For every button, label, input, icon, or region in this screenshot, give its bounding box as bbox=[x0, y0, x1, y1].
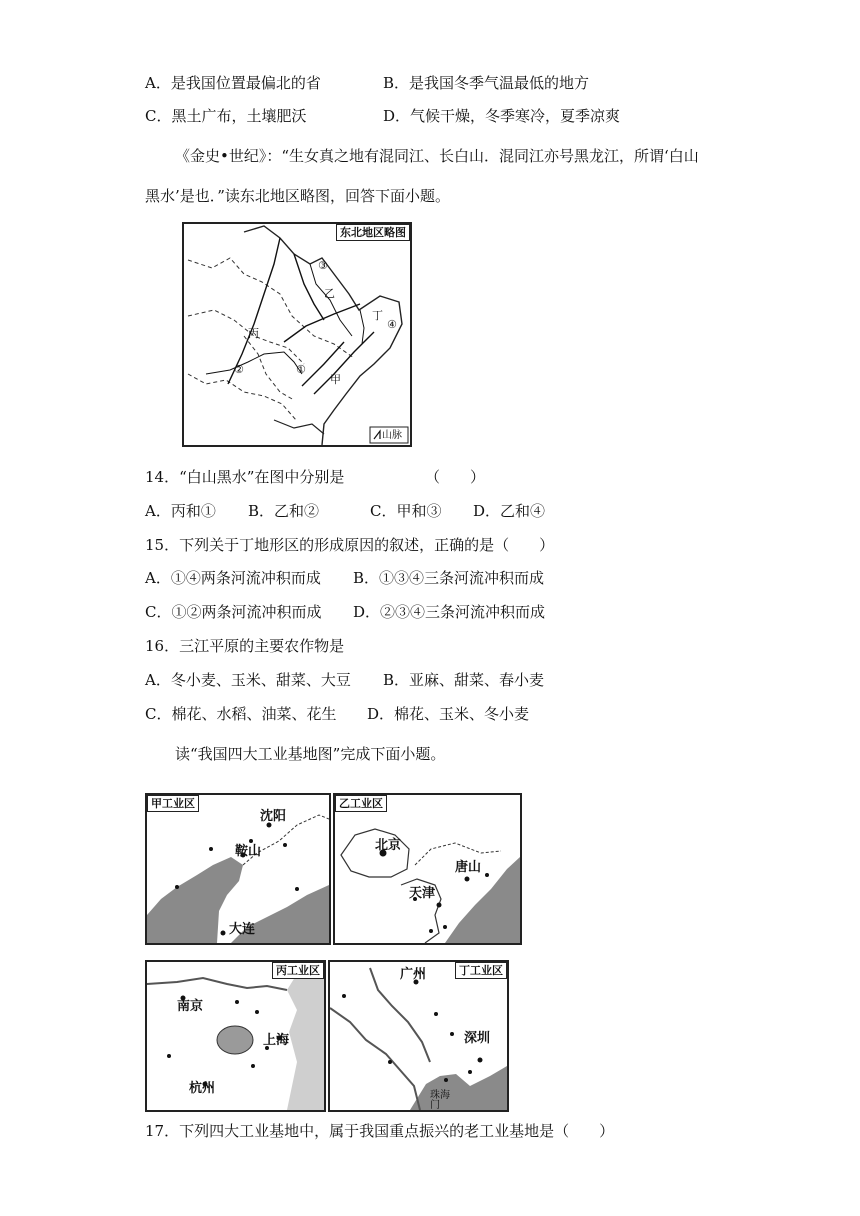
passage-line-2: 黑水’是也．”读东北地区略图，回答下面小题。 bbox=[145, 187, 450, 205]
industry-map-jia-drawing bbox=[147, 795, 329, 943]
q15-option-d: D．②③④三条河流冲积而成 bbox=[353, 603, 546, 621]
industry-map-bing-drawing bbox=[147, 962, 324, 1110]
q14-answer-blank: （ ） bbox=[425, 468, 486, 486]
industry-map-yi-title: 乙工业区 bbox=[335, 795, 387, 812]
city-beijing: 北京 bbox=[375, 838, 402, 853]
label-ding: 丁 bbox=[372, 309, 383, 322]
q16-option-c: C．棉花、水稻、油菜、花生 bbox=[145, 705, 337, 723]
q15-option-c: C．①②两条河流冲积而成 bbox=[145, 603, 322, 621]
industry-map-jia bbox=[145, 793, 331, 945]
label-river-2: ② bbox=[234, 363, 244, 376]
q13-option-d: D．气候干燥，冬季寒冷，夏季凉爽 bbox=[383, 107, 621, 125]
q16-stem: 16．三江平原的主要农作物是 bbox=[145, 637, 345, 655]
q14-option-d: D．乙和④ bbox=[473, 502, 546, 520]
northeast-map bbox=[182, 222, 412, 447]
q16-option-b: B．亚麻、甜菜、春小麦 bbox=[383, 671, 545, 689]
q14-option-c: C．甲和③ bbox=[370, 502, 442, 520]
city-shenzhen: 深圳 bbox=[464, 1031, 491, 1046]
q17-stem: 17．下列四大工业基地中，属于我国重点振兴的老工业基地是（ ） bbox=[145, 1122, 615, 1140]
city-shanghai: 上海 bbox=[263, 1033, 290, 1048]
city-hangzhou: 杭州 bbox=[189, 1081, 216, 1096]
northeast-map-drawing bbox=[184, 224, 410, 445]
city-zhuhai: 珠海 bbox=[430, 1090, 450, 1101]
q16-option-d: D．棉花、玉米、冬小麦 bbox=[367, 705, 530, 723]
q16-option-a: A．冬小麦、玉米、甜菜、大豆 bbox=[145, 671, 351, 689]
q13-option-a: A．是我国位置最偏北的省 bbox=[145, 74, 321, 92]
industry-map-ding bbox=[328, 960, 509, 1112]
industry-map-bing-title: 丙工业区 bbox=[272, 962, 324, 979]
q13-option-c: C．黑土广布，土壤肥沃 bbox=[145, 107, 307, 125]
city-shenyang: 沈阳 bbox=[260, 809, 287, 824]
q15-stem: 15．下列关于丁地形区的形成原因的叙述，正确的是（ ） bbox=[145, 536, 555, 554]
industry-map-bing bbox=[145, 960, 326, 1112]
legend-mountain-label: 山脉 bbox=[382, 430, 402, 441]
city-nanjing: 南京 bbox=[177, 999, 204, 1014]
city-anshan: 鞍山 bbox=[235, 844, 262, 859]
passage-line-1: 《金史•世纪》：“生女真之地有混同江、长白山．混同江亦号黑龙江，所谓‘白山 bbox=[175, 147, 699, 165]
q14-option-a: A．丙和① bbox=[145, 502, 216, 520]
q15-option-b: B．①③④三条河流冲积而成 bbox=[353, 569, 545, 587]
city-guangzhou: 广州 bbox=[400, 967, 427, 982]
label-jia: 甲 bbox=[330, 373, 341, 386]
label-bing: 丙 bbox=[248, 327, 259, 340]
industry-map-jia-title: 甲工业区 bbox=[147, 795, 199, 812]
q14-option-b: B．乙和② bbox=[248, 502, 320, 520]
industry-map-yi-drawing bbox=[335, 795, 520, 943]
label-river-1: ① bbox=[296, 363, 306, 376]
passage-2: 读“我国四大工业基地图”完成下面小题。 bbox=[175, 745, 446, 763]
label-yi: 乙 bbox=[324, 287, 335, 300]
city-aomen-fragment: 门 bbox=[430, 1100, 440, 1111]
q14-stem: 14．“白山黑水”在图中分别是 bbox=[145, 468, 345, 486]
industry-map-yi bbox=[333, 793, 522, 945]
q15-option-a: A．①④两条河流冲积而成 bbox=[145, 569, 321, 587]
label-river-3: ③ bbox=[318, 259, 328, 272]
industry-map-ding-title: 丁工业区 bbox=[455, 962, 507, 979]
northeast-map-title: 东北地区略图 bbox=[336, 224, 410, 241]
city-dalian: 大连 bbox=[229, 922, 256, 937]
label-river-4: ④ bbox=[387, 318, 397, 331]
q13-option-b: B．是我国冬季气温最低的地方 bbox=[383, 74, 590, 92]
city-tianjin: 天津 bbox=[409, 886, 436, 901]
city-tangshan: 唐山 bbox=[455, 860, 482, 875]
